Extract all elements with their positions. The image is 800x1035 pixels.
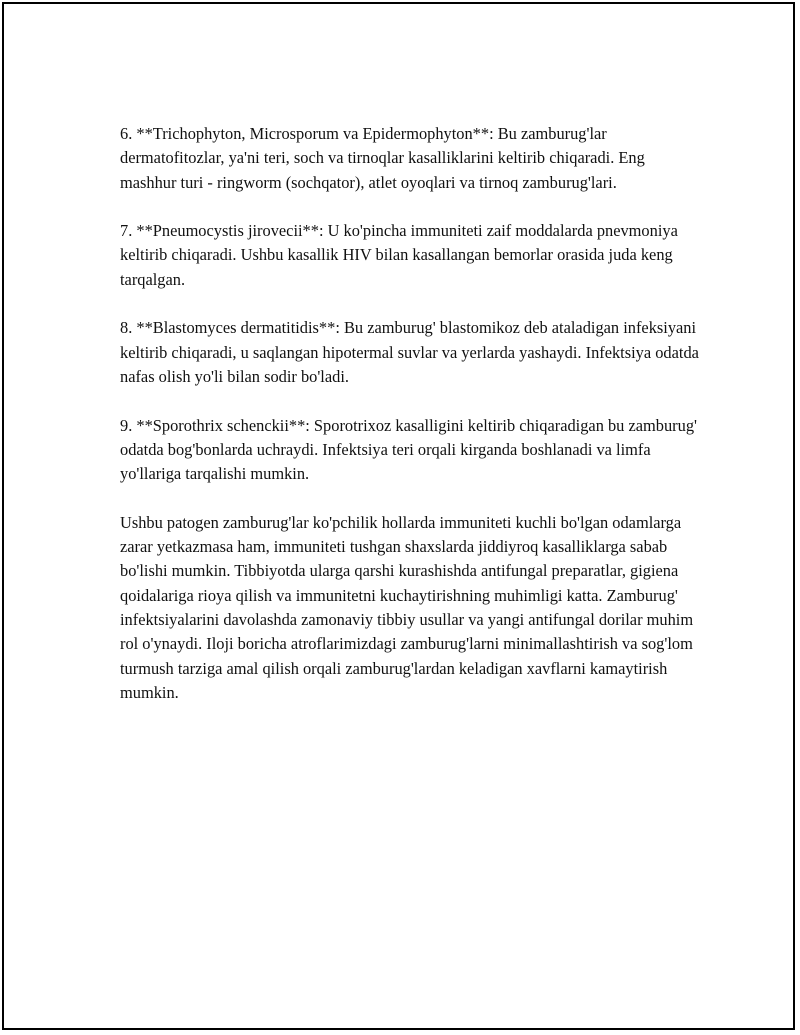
paragraph-item-7: 7. **Pneumocystis jirovecii**: U ko'pincha immuniteti zaif moddalarda pnevmoniya keltirib chiqaradi. Ushbu kasallik HIV bilan kasallangan bemorlar orasida juda keng tarqalgan.: [120, 221, 678, 289]
paragraph-item-6: 6. **Trichophyton, Microsporum va Epidermophyton**: Bu zamburug'lar dermatofitozlar, ya'ni teri, soch va tirnoqlar kasalliklarini keltirib chiqaradi. Eng mashhur turi - ringworm (sochqator), atlet oyoqlari va tirnoq zamburug'lari.: [120, 124, 645, 192]
paragraph-item-9: 9. **Sporothrix schenckii**: Sporotrixoz kasalligini keltirib chiqaradigan bu zamburug' odatda bog'bonlarda uchraydi. Infektsiya teri orqali kirganda boshlanadi va limfa yo'llariga tarqalishi mumkin.: [120, 415, 697, 484]
document-body: [120, 122, 700, 729]
document-page: [2, 2, 795, 1030]
paragraph-item-8: 8. **Blastomyces dermatitidis**: Bu zamburug' blastomikoz deb ataladigan infeksiyani keltirib chiqaradi, u saqlangan hipotermal suvlar va yerlarda yashaydi. Infektsiya odatda nafas olish yo'li bilan sodir bo'ladi.: [120, 318, 699, 386]
paragraph-conclusion: Ushbu patogen zamburug'lar ko'pchilik hollarda immuniteti kuchli bo'lgan odamlarga zarar yetkazmasa ham, immuniteti tushgan shaxslarda jiddiyroq kasalliklarga sabab bo'lishi mumkin. Tibbiyotda ularga qarshi kurashishda antifungal preparatlar, gigiena qoidalariga rioya qilish va immunitetni kuchaytirishning muhimligi katta. Zamburug' infektsiyalarini davolashda zamonaviy tibbiy usullar va yangi antifungal dorilar muhim rol o'ynaydi. Iloji boricha atroflarimizdagi zamburug'larni minimallashtirish va sog'lom turmush tarziga amal qilish orqali zamburug'lardan keladigan xavflarni kamaytirish mumkin.: [120, 512, 694, 702]
